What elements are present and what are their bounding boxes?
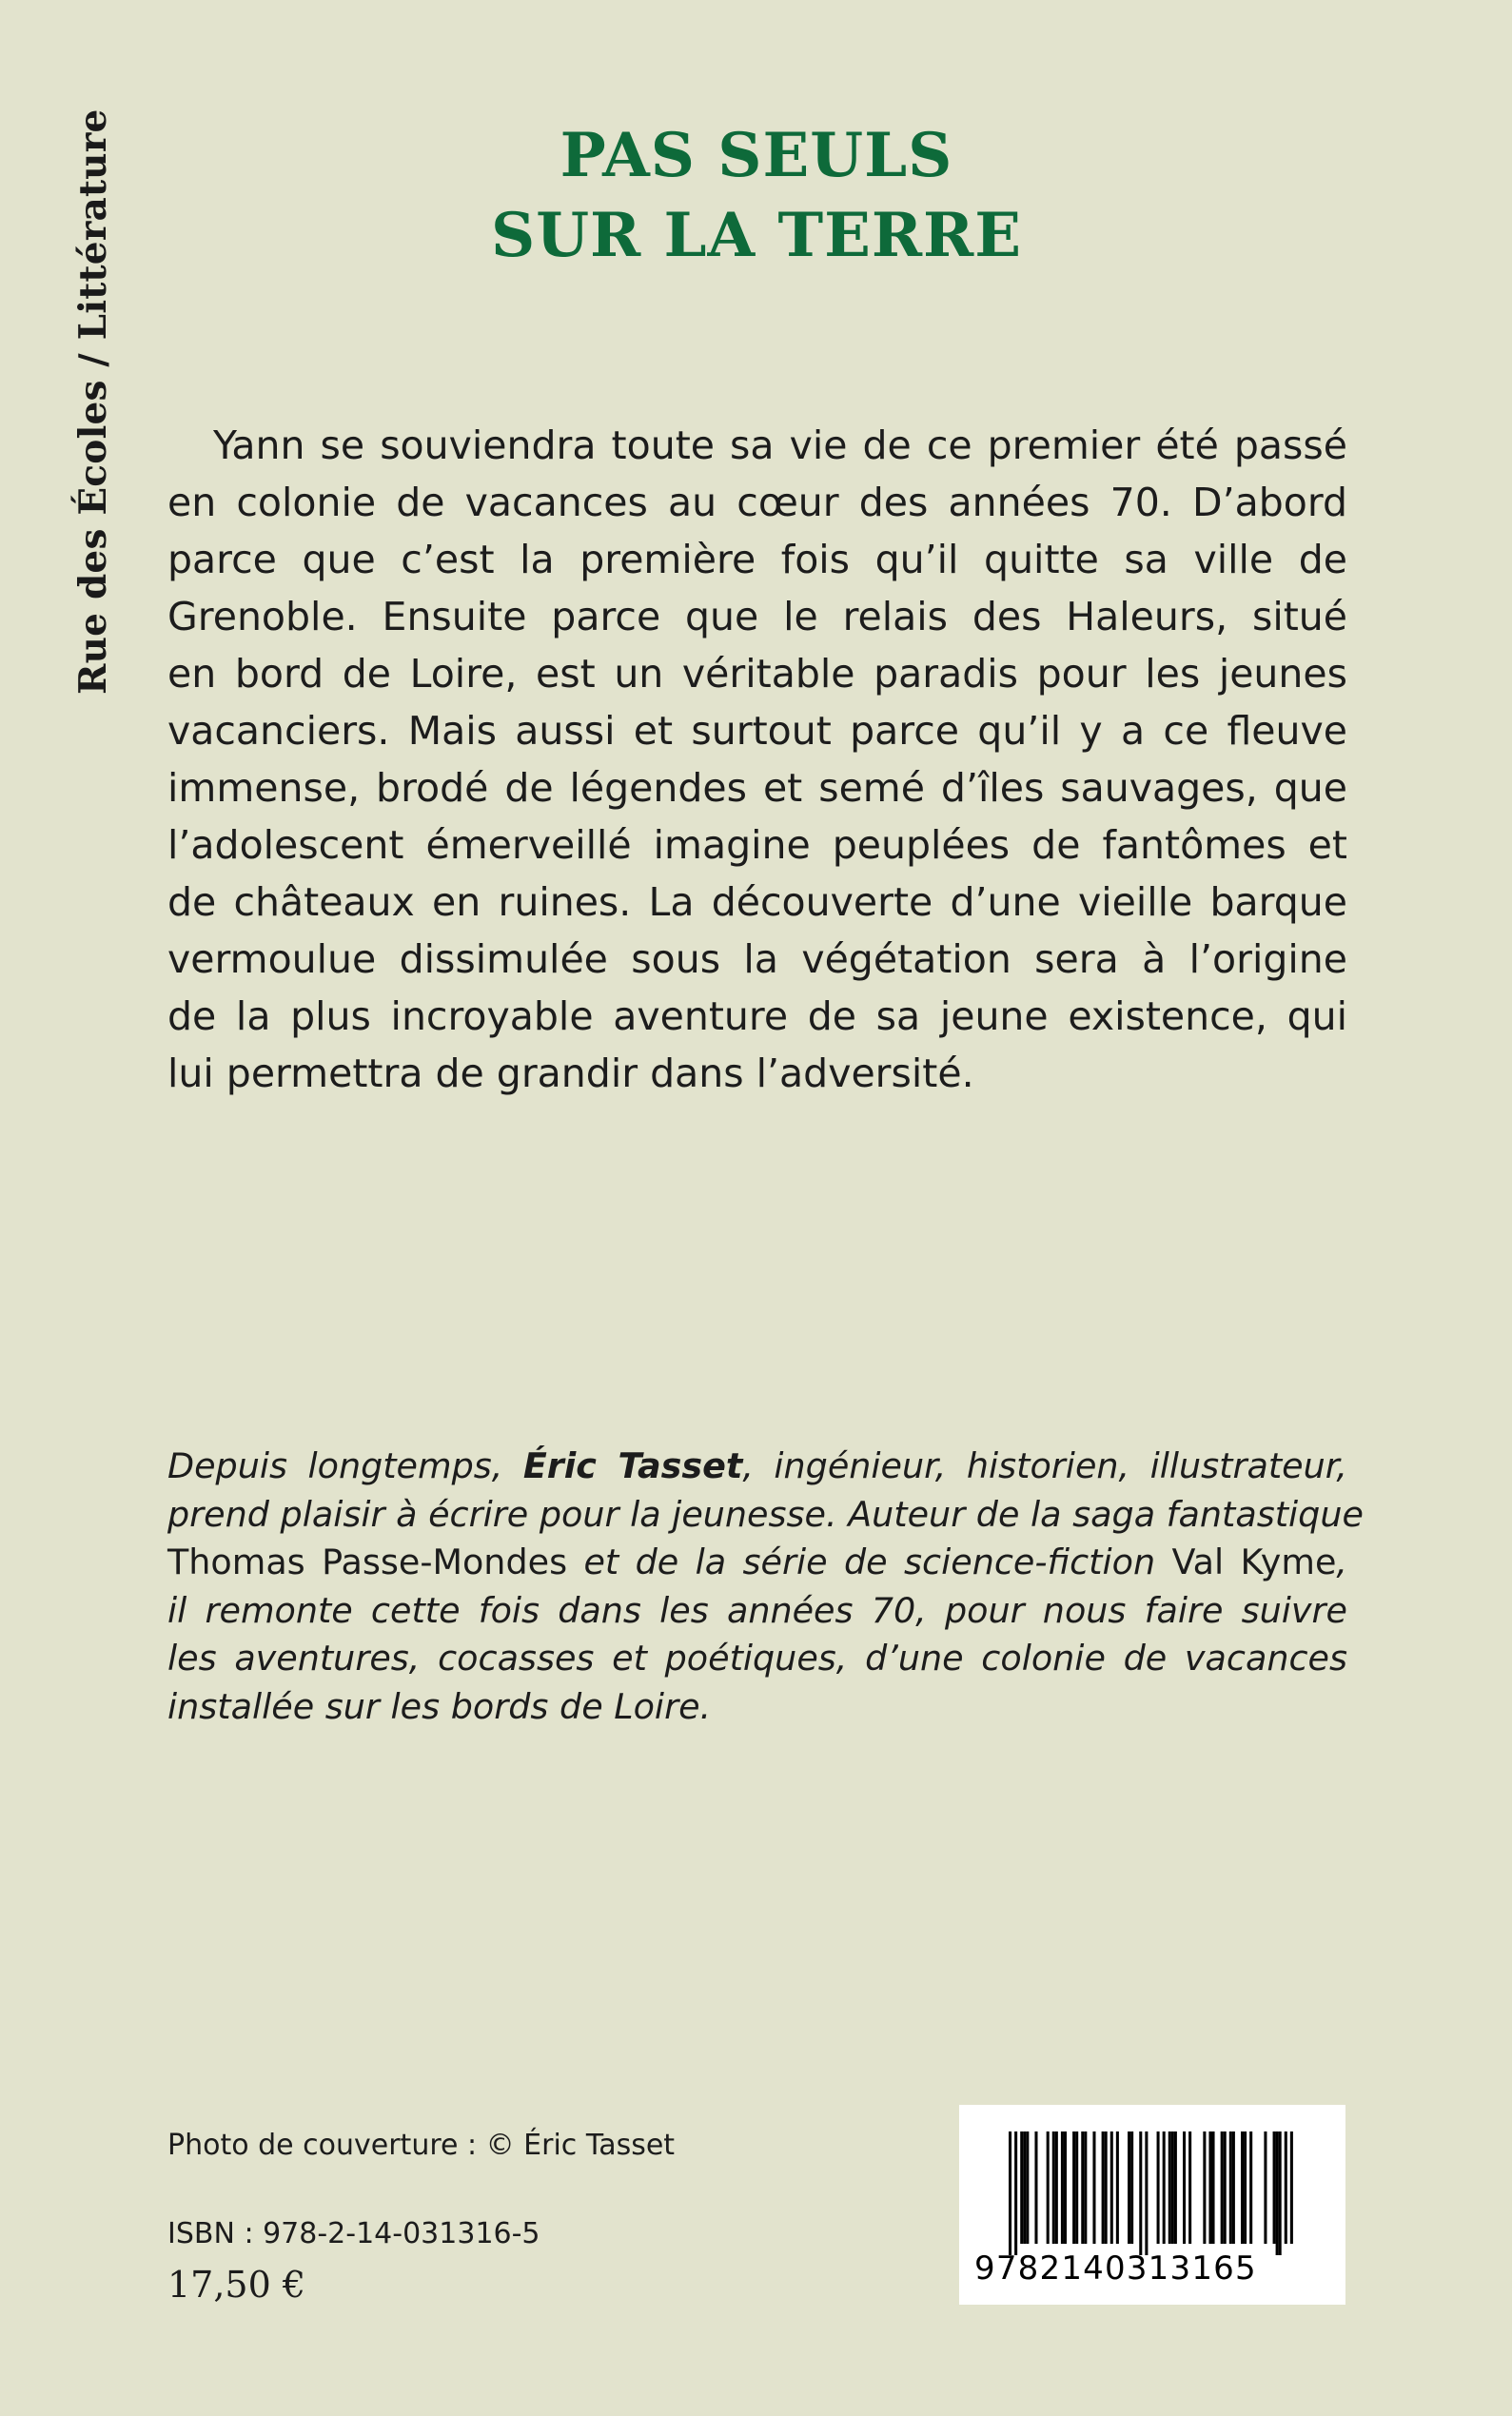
barcode-bar <box>1034 2131 1037 2244</box>
isbn: ISBN : 978-2-14-031316-5 <box>167 2217 540 2250</box>
photo-credit: Photo de couverture : © Éric Tasset <box>167 2129 676 2162</box>
synopsis-line: lui permettra de grandir dans l’adversité. <box>167 1051 974 1096</box>
spine-label <box>65 105 122 695</box>
barcode-bar <box>1055 2131 1058 2244</box>
barcode-bar <box>1009 2131 1011 2255</box>
barcode-bar <box>1157 2131 1160 2244</box>
barcode-bar <box>1285 2131 1287 2244</box>
barcode-bar <box>1064 2131 1067 2244</box>
barcode-bar <box>1221 2131 1224 2244</box>
title-line-1: PAS SEULS <box>560 120 953 191</box>
barcode-bar <box>1020 2131 1023 2244</box>
bio-line: Depuis longtemps, Éric Tasset, ingénieur, historien, illustrateur, <box>167 1445 1348 1486</box>
barcode <box>959 2105 1345 2305</box>
bio-line: Thomas Passe-Mondes et de la série de science-fiction Val Kyme, <box>167 1542 1348 1582</box>
barcode-bar <box>1183 2131 1186 2244</box>
barcode-bar <box>1023 2131 1026 2244</box>
title-line-2: SUR LA TERRE <box>491 200 1022 271</box>
synopsis-line: de châteaux en ruines. La découverte d’une vieille barque <box>167 879 1347 925</box>
author-name: Éric Tasset <box>522 1445 743 1486</box>
barcode-bar <box>1102 2131 1105 2244</box>
synopsis-line: Grenoble. Ensuite parce que le relais des Haleurs, situé <box>167 594 1347 639</box>
barcode-bar <box>1232 2131 1235 2244</box>
barcode-bar <box>1110 2131 1113 2244</box>
barcode-bar <box>1276 2131 1279 2255</box>
barcode-bar <box>1061 2131 1064 2244</box>
barcode-bar <box>1052 2131 1055 2244</box>
barcode-bar <box>1081 2131 1084 2244</box>
book-title-reference: Val Kyme <box>1171 1542 1337 1582</box>
synopsis-line: l’adolescent émerveillé imagine peuplées de fantômes et <box>167 822 1347 868</box>
barcode-digits: 9782140313165 <box>974 2249 1257 2288</box>
barcode-bar <box>1279 2131 1282 2255</box>
barcode-bar <box>1047 2131 1050 2244</box>
barcode-bar <box>1224 2131 1227 2244</box>
barcode-bar <box>1249 2131 1252 2244</box>
barcode-bar <box>1241 2131 1244 2244</box>
barcode-bar <box>1290 2131 1293 2244</box>
barcode-bar <box>1212 2131 1215 2244</box>
synopsis-line: Yann se souviendra toute sa vie de ce premier été passé <box>213 422 1347 468</box>
price: 17,50 € <box>167 2264 306 2306</box>
synopsis-line: parce que c’est la première fois qu’il quitte sa ville de <box>167 537 1347 582</box>
barcode-bar <box>1092 2131 1095 2244</box>
barcode-bar <box>1273 2131 1276 2244</box>
barcode-bar <box>1203 2131 1206 2244</box>
book-title <box>400 116 1113 276</box>
barcode-bar <box>1188 2131 1191 2244</box>
barcode-bar <box>1171 2131 1174 2244</box>
barcode-bar <box>1139 2131 1142 2255</box>
barcode-bar <box>1244 2131 1247 2244</box>
barcode-bar <box>1174 2131 1177 2244</box>
barcode-bar <box>1208 2131 1211 2244</box>
barcode-bar <box>1145 2131 1148 2255</box>
barcode-bar <box>1075 2131 1078 2244</box>
barcode-bar <box>1130 2131 1133 2244</box>
synopsis <box>167 417 1347 1102</box>
synopsis-line: de la plus incroyable aventure de sa jeune existence, qui <box>167 993 1347 1039</box>
synopsis-line: vacanciers. Mais aussi et surtout parce qu’il y a ce fleuve <box>167 708 1347 754</box>
barcode-bar <box>1014 2131 1017 2255</box>
barcode-bar <box>1072 2131 1075 2244</box>
synopsis-line: en colonie de vacances au cœur des années 70. D’abord <box>167 480 1347 525</box>
book-title-reference: Thomas Passe-Mondes <box>167 1542 568 1582</box>
barcode-bar <box>1084 2131 1087 2244</box>
bio-line: les aventures, cocasses et poétiques, d’une colonie de vacances <box>167 1638 1347 1679</box>
barcode-bar <box>1168 2131 1171 2244</box>
barcode-bar <box>1116 2131 1119 2244</box>
bio-line: installée sur les bords de Loire. <box>167 1685 712 1727</box>
bio-line: prend plaisir à écrire pour la jeunesse. Auteur de la saga fantastique <box>167 1493 1364 1535</box>
collection-name: Rue des Écoles / Littérature <box>71 108 115 695</box>
synopsis-line: en bord de Loire, est un véritable paradis pour les jeunes <box>167 651 1347 697</box>
synopsis-line: vermoulue dissimulée sous la végétation sera à l’origine <box>167 936 1347 982</box>
bio-line: il remonte cette fois dans les années 70, pour nous faire suivre <box>167 1589 1347 1631</box>
barcode-bar <box>1105 2131 1108 2244</box>
barcode-bar <box>1163 2131 1166 2244</box>
barcode-bar <box>1229 2131 1232 2244</box>
synopsis-line: immense, brodé de légendes et semé d’îles sauvages, que <box>167 765 1347 811</box>
barcode-bar <box>1026 2131 1029 2244</box>
barcode-bar <box>1264 2131 1267 2244</box>
barcode-bar <box>1128 2131 1130 2244</box>
author-bio <box>167 1443 1364 1731</box>
